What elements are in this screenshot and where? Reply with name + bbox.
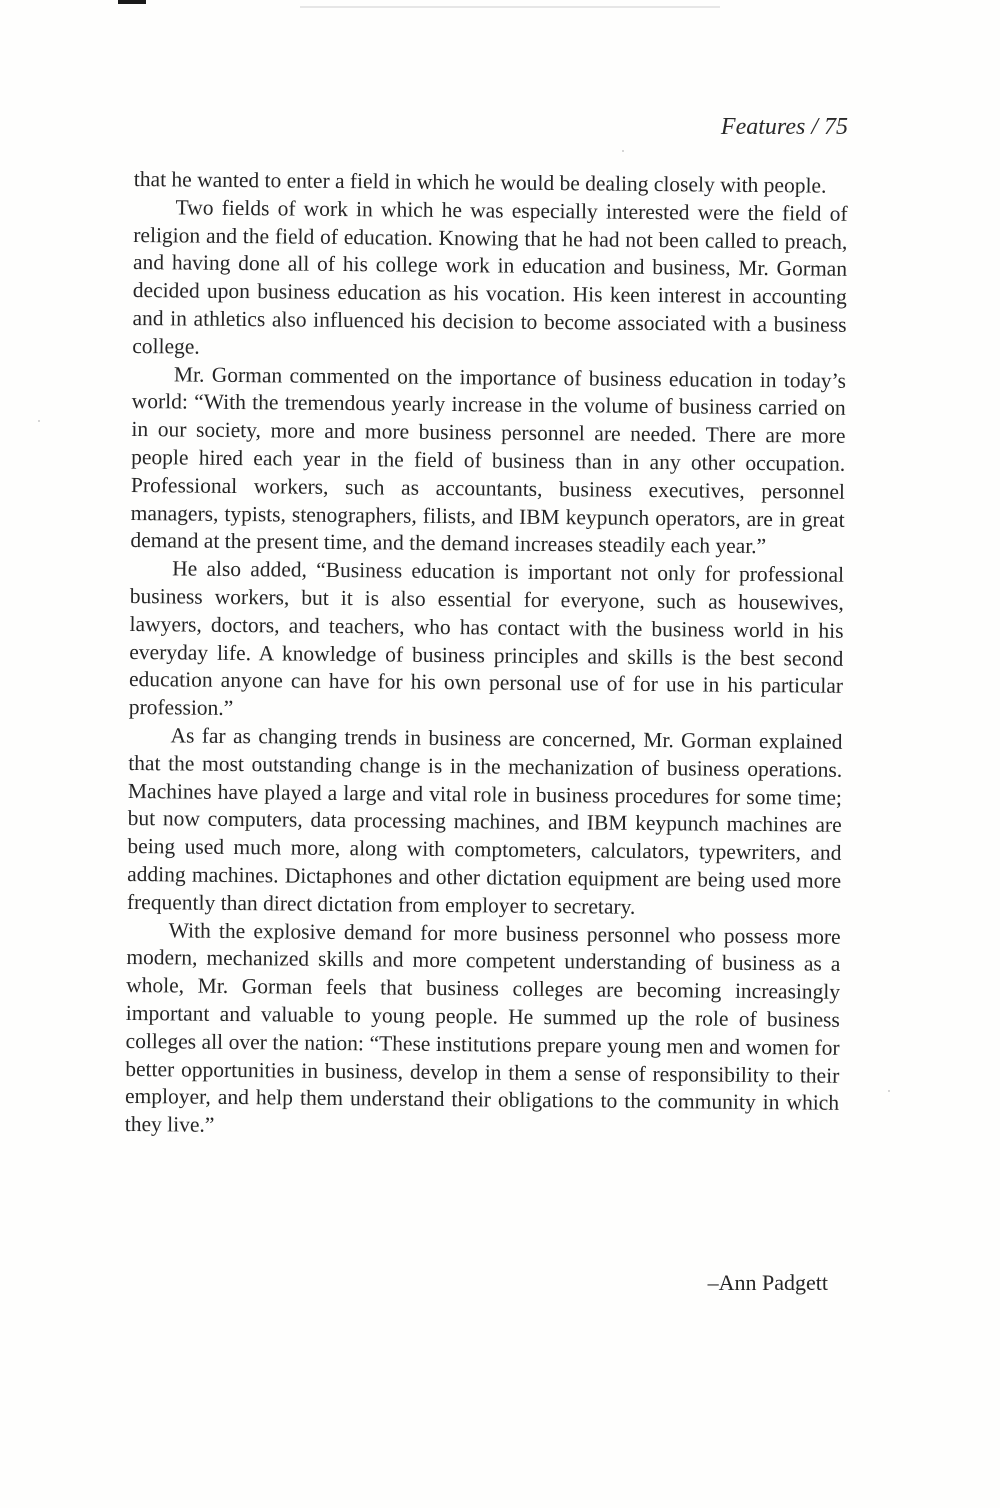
paragraph: He also added, “Business education is important not only for professional business workers, but it is also essential for everyone, such as housewives, lawyers, doctors, and teachers, who has contact with the business world in his everyday life. A knowledge of business principles and skills is the best second education anyone can have for his own personal use of for use in his particular profession.” xyxy=(128,556,845,721)
paragraph: Mr. Gorman commented on the importance of business education in today’s world: “With the tremendous yearly increase in the volume of business carried on in our society, more and more business personnel are needed. There are more people hired each year in the field of business than in any other occupation. Professional workers, such as accountants, business executives, personnel managers, typists, stenographers, filists, and IBM keypunch operators, are in great demand at the present time, and the demand increases steadily each year.” xyxy=(130,361,847,559)
running-head: Features / 75 xyxy=(720,114,848,140)
author-signature: –Ann Padgett xyxy=(707,1270,828,1295)
scan-speck xyxy=(888,1090,890,1092)
paragraph: As far as changing trends in business are concerned, Mr. Gorman explained that the most outstanding change is in the mechanization of business operations. Machines have played a large and vital role in business procedures for some time; but now computers, data processing machines, and IBM keypunch machines are being used much more, along with comptometers, calculators, typewriters, and adding machines. Dictaphones and other dictation equipment are being used more frequently than direct dictation from employer to secretary. xyxy=(126,723,843,919)
paragraph-continuation: that he wanted to enter a field in which he would be dealing closely with people. xyxy=(133,166,827,198)
article-body xyxy=(125,166,848,1146)
scan-speck xyxy=(38,420,40,422)
scan-speck xyxy=(622,150,624,152)
scan-corner-mark xyxy=(118,0,146,4)
paragraph: Two fields of work in which he was especially interested were the field of religion and the field of education. Knowing that he had not been called to preach, and having done all of his college work in education and business, Mr. Gorman decided upon business education as his vocation. His keen interest in accounting and in athletics also influenced his decision to become associated with a business college. xyxy=(132,195,848,359)
paragraph: With the explosive demand for more business personnel who possess more modern, mechanized skills and more competent understanding of business as a whole, Mr. Gorman feels that business colleges are becoming increasingly important and valuable to young people. He summed up the role of business colleges all over the nation: “These institutions prepare young men and women for better opportunities in business, develop in them a sense of responsibility to their employer, and help them understand their obligations to the community in which they live.” xyxy=(124,917,841,1137)
scan-top-edge xyxy=(300,6,720,8)
